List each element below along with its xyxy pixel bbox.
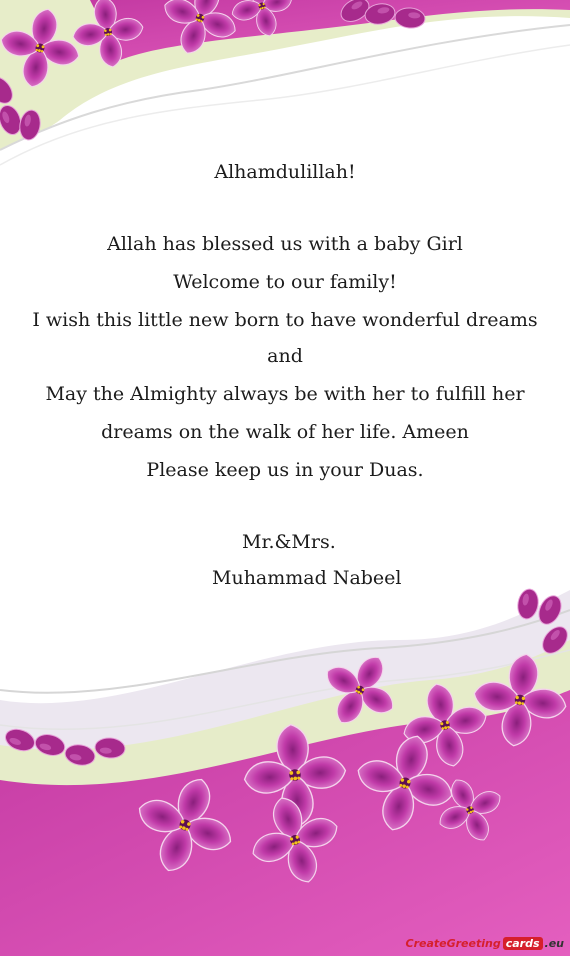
watermark-part-2: cards: [503, 937, 543, 950]
signature-title: Mr.&Mrs.: [242, 531, 336, 553]
watermark-logo[interactable]: [406, 937, 565, 950]
watermark-part-1: CreateGreeting: [405, 937, 501, 950]
message-line-2: Welcome to our family!: [173, 271, 397, 293]
message-line-1: Allah has blessed us with a baby Girl: [107, 233, 463, 255]
message-line-3: I wish this little new born to have wonderful dreams: [32, 309, 538, 331]
watermark-part-3: .eu: [544, 937, 564, 950]
greeting-heading: Alhamdulillah!: [214, 161, 356, 183]
signature-name: Muhammad Nabeel: [212, 567, 402, 589]
message-line-6: dreams on the walk of her life. Ameen: [101, 421, 469, 443]
message-line-4: and: [267, 345, 303, 367]
message-line-5: May the Almighty always be with her to fulfill her: [45, 383, 525, 405]
message-line-7: Please keep us in your Duas.: [146, 459, 424, 481]
